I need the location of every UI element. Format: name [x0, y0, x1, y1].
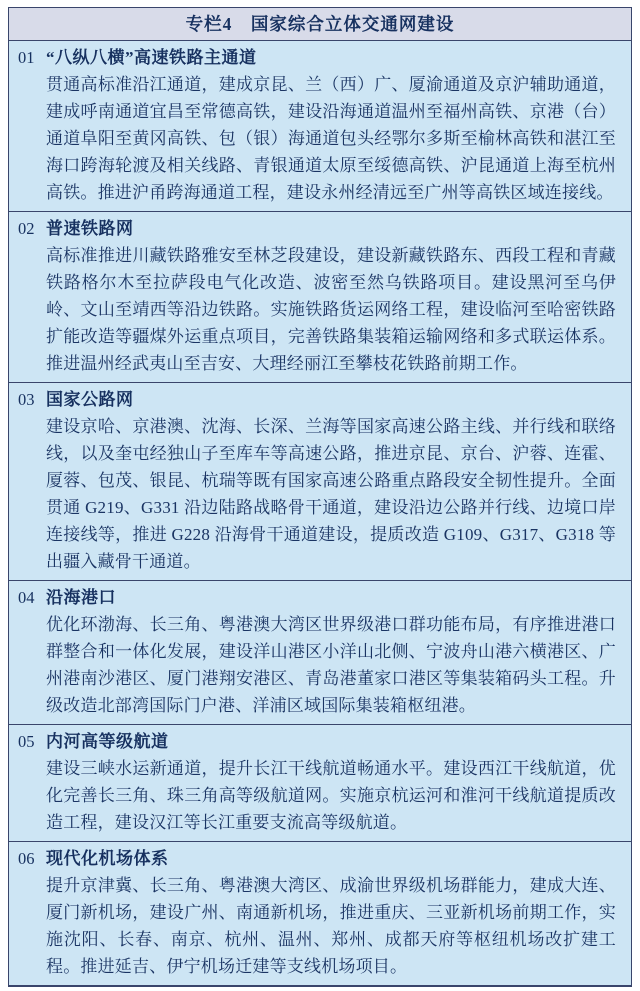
panel-title: 专栏4 国家综合立体交通网建设: [9, 8, 631, 41]
section-header: [18, 728, 616, 755]
section-high-speed-rail: [9, 41, 631, 212]
section-number: 04: [18, 588, 35, 607]
section-normal-rail: [9, 212, 631, 383]
section-number: 06: [18, 849, 35, 868]
section-number: 05: [18, 732, 35, 751]
column-box: [8, 7, 632, 987]
section-header: [18, 215, 616, 242]
section-header: [18, 386, 616, 413]
section-body-text: 优化环渤海、长三角、粤港澳大湾区世界级港口群功能布局，有序推进港口群整合和一体化发展，建设洋山港区小洋山北侧、宁波舟山港六横港区、广州港南沙港区、厦门港翔安港区、青岛港董家口港区等集装箱码头工程。升级改造北部湾国际门户港、洋浦区域国际集装箱枢纽港。: [46, 615, 616, 715]
section-number: 02: [18, 219, 35, 238]
section-body-text: 建设京哈、京港澳、沈海、长深、兰海等国家高速公路主线、并行线和联络线，以及奎屯经独山子至库车等高速公路，推进京昆、京台、沪蓉、连霍、厦蓉、包茂、银昆、杭瑞等既有国家高速公路重点路段安全韧性提升。全面贯通 G219、G331 沿边陆路战略骨干通道，建设沿边公路并行线、边境口岸连接线等，推进 G228 沿海骨干通道建设，提质改造 G109、G317、G318 等出疆入藏骨干通道。: [46, 417, 616, 571]
section-heading: 普速铁路网: [46, 219, 134, 238]
section-heading: “八纵八横”高速铁路主通道: [46, 48, 257, 67]
section-inland-waterways: [9, 725, 631, 842]
section-airport-system: [9, 842, 631, 985]
section-national-highway: [9, 383, 631, 581]
section-body-text: 贯通高标准沿江通道，建成京昆、兰（西）广、厦渝通道及京沪辅助通道，建成呼南通道宜昌至常德高铁，建设沿海通道温州至福州高铁、京港（台）通道阜阳至黄冈高铁、包（银）海通道包头经鄂尔多斯至榆林高铁和湛江至海口跨海轮渡及相关线路、青银通道太原至绥德高铁、沪昆通道上海至杭州高铁。推进沪甬跨海通道工程，建设永州经清远至广州等高铁区域连接线。: [46, 75, 616, 202]
section-heading: 沿海港口: [46, 588, 116, 607]
section-body-text: 建设三峡水运新通道，提升长江干线航道畅通水平。建设西江干线航道，优化完善长三角、珠三角高等级航道网。实施京杭运河和淮河干线航道提质改造工程，建设汉江等长江重要支流高等级航道。: [46, 759, 616, 832]
section-heading: 现代化机场体系: [46, 849, 169, 868]
section-header: [18, 584, 616, 611]
section-heading: 国家公路网: [46, 390, 134, 409]
section-number: 01: [18, 48, 35, 67]
section-header: [18, 845, 616, 872]
section-body-text: 高标准推进川藏铁路雅安至林芝段建设，建设新藏铁路东、西段工程和青藏铁路格尔木至拉萨段电气化改造、波密至然乌铁路项目。建设黑河至乌伊岭、文山至靖西等沿边铁路。实施铁路货运网络工程，建设临河至哈密铁路扩能改造等疆煤外运重点项目，完善铁路集装箱运输网络和多式联运体系。推进温州经武夷山至吉安、大理经丽江至攀枝花铁路前期工作。: [46, 246, 616, 373]
section-body-text: 提升京津冀、长三角、粤港澳大湾区、成渝世界级机场群能力，建成大连、厦门新机场，建设广州、南通新机场，推进重庆、三亚新机场前期工作，实施沈阳、长春、南京、杭州、温州、郑州、成都天府等枢纽机场改扩建工程。推进延吉、伊宁机场迁建等支线机场项目。: [46, 876, 616, 976]
section-heading: 内河高等级航道: [46, 732, 169, 751]
section-header: [18, 44, 616, 71]
section-coastal-ports: [9, 581, 631, 725]
section-number: 03: [18, 390, 35, 409]
